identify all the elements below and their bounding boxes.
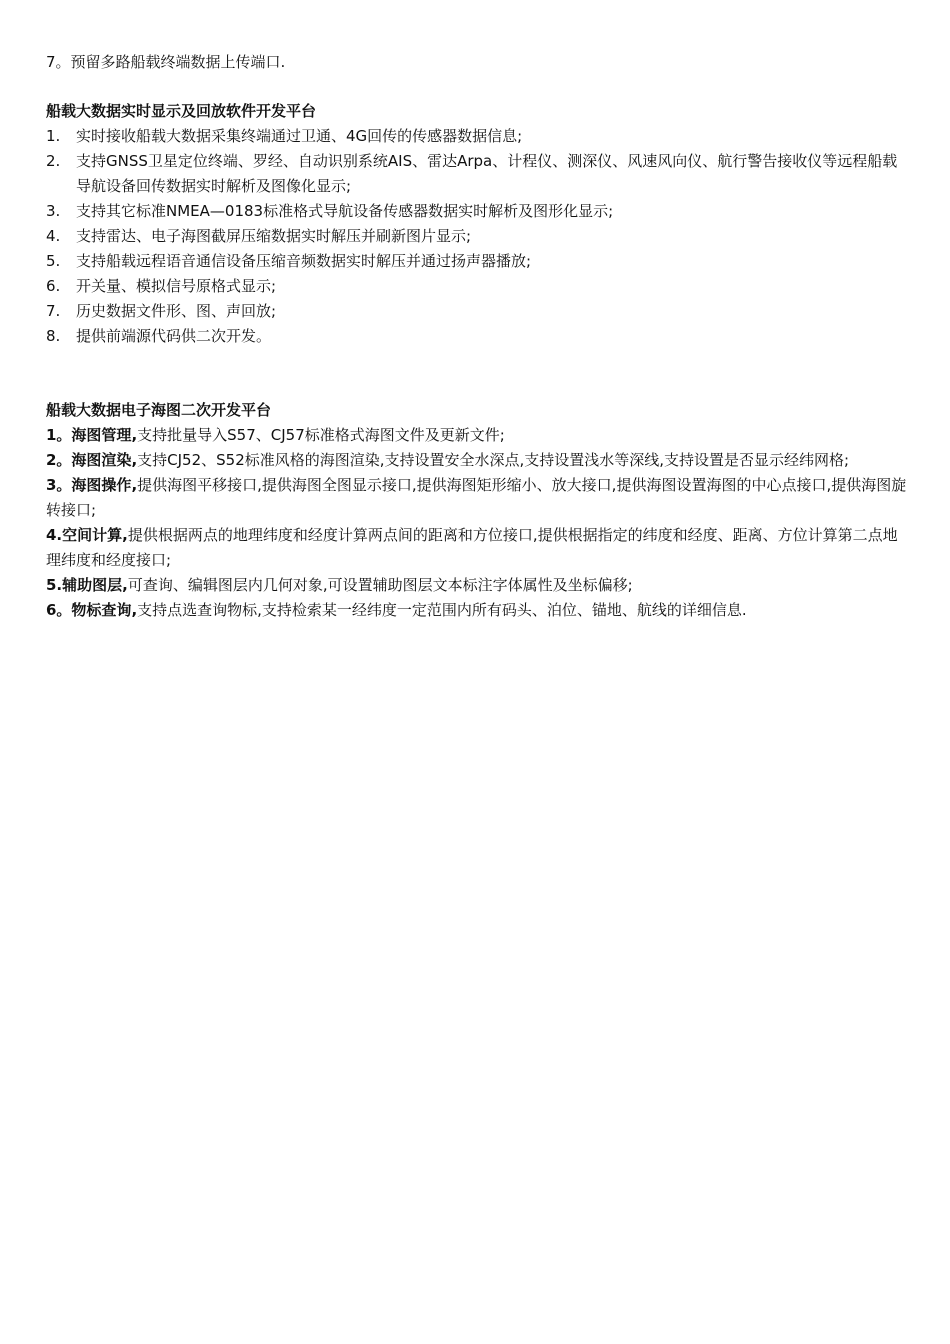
spacer xyxy=(46,349,908,398)
section2-title: 船载大数据电子海图二次开发平台 xyxy=(46,401,272,419)
item-text: 支持CJ52、S52标准风格的海图渲染,支持设置安全水深点,支持设置浅水等深线,支持设置是否显示经纬网格; xyxy=(137,451,850,469)
item-number: 2. xyxy=(46,152,61,170)
item-text: 支持点选查询物标,支持检索某一经纬度一定范围内所有码头、泊位、锚地、航线的详细信息. xyxy=(137,601,747,619)
list-item xyxy=(46,448,908,473)
document-page xyxy=(46,50,908,623)
item-label: 5.辅助图层, xyxy=(46,576,128,594)
item-text: 历史数据文件形、图、声回放; xyxy=(76,302,277,320)
item-number: 8. xyxy=(46,327,61,345)
item-label: 1。海图管理, xyxy=(46,426,138,444)
item-number: 5. xyxy=(46,252,61,270)
section2-list xyxy=(46,423,908,623)
item-text: 支持GNSS卫星定位终端、罗经、自动识别系统AIS、雷达Arpa、计程仪、测深仪、风速风向仪、航行警告接收仪等远程船载导航设备回传数据实时解析及图像化显示; xyxy=(76,152,898,195)
list-item xyxy=(46,124,908,149)
list-item xyxy=(46,199,908,224)
item-number: 7. xyxy=(46,302,61,320)
item-text: 提供前端源代码供二次开发。 xyxy=(76,327,272,345)
item-label: 4.空间计算, xyxy=(46,526,128,544)
intro-line: 7。预留多路船载终端数据上传端口. xyxy=(46,53,286,71)
item-text: 支持雷达、电子海图截屏压缩数据实时解压并刷新图片显示; xyxy=(76,227,472,245)
item-text: 支持船载远程语音通信设备压缩音频数据实时解压并通过扬声器播放; xyxy=(76,252,532,270)
item-label: 3。海图操作, xyxy=(46,476,138,494)
item-text: 实时接收船载大数据采集终端通过卫通、4G回传的传感器数据信息; xyxy=(76,127,523,145)
item-text: 开关量、模拟信号原格式显示; xyxy=(76,277,277,295)
item-label: 6。物标查询, xyxy=(46,601,138,619)
list-item xyxy=(46,224,908,249)
item-number: 6. xyxy=(46,277,61,295)
item-text: 支持其它标准NMEA—0183标准格式导航设备传感器数据实时解析及图形化显示; xyxy=(76,202,614,220)
list-item xyxy=(46,299,908,324)
list-item xyxy=(46,149,908,199)
section1-list xyxy=(46,124,908,349)
item-label: 2。海图渲染, xyxy=(46,451,138,469)
item-text: 可查询、编辑图层内几何对象,可设置辅助图层文本标注字体属性及坐标偏移; xyxy=(127,576,633,594)
item-number: 4. xyxy=(46,227,61,245)
list-item xyxy=(46,598,908,623)
list-item xyxy=(46,573,908,598)
item-number: 3. xyxy=(46,202,61,220)
item-text: 提供海图平移接口,提供海图全图显示接口,提供海图矩形缩小、放大接口,提供海图设置海图的中心点接口,提供海图旋转接口; xyxy=(46,476,907,519)
item-text: 提供根据两点的地理纬度和经度计算两点间的距离和方位接口,提供根据指定的纬度和经度、距离、方位计算第二点地理纬度和经度接口; xyxy=(46,526,898,569)
list-item xyxy=(46,274,908,299)
list-item xyxy=(46,473,908,523)
item-text: 支持批量导入S57、CJ57标准格式海图文件及更新文件; xyxy=(137,426,505,444)
item-number: 1. xyxy=(46,127,61,145)
list-item xyxy=(46,523,908,573)
list-item xyxy=(46,249,908,274)
list-item xyxy=(46,324,908,349)
section1-title: 船载大数据实时显示及回放软件开发平台 xyxy=(46,102,317,120)
spacer xyxy=(46,75,908,99)
list-item xyxy=(46,423,908,448)
